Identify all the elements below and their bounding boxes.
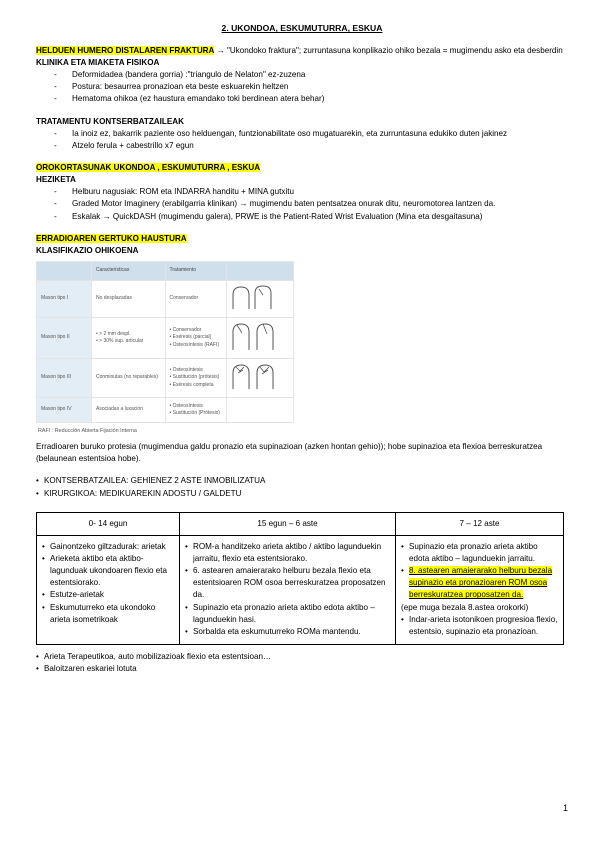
mason-type: Mason tipo IV [37, 398, 92, 423]
table-row [37, 318, 294, 359]
table-header: Características [92, 262, 166, 281]
table-row [37, 281, 294, 318]
fracture-illustration [227, 281, 294, 318]
list-item: - Graded Motor Imaginery (erabilgarria klinikan) → mugimendu baten pentsatzea onurak ditu, neuromotorea lantzen da. [54, 198, 568, 210]
table-header [227, 262, 294, 281]
phase-cell-0-14 [37, 535, 180, 644]
subheading-tratamentu: TRATAMENTU KONTSERBATZAILEAK [36, 116, 184, 126]
page-number: 1 [562, 803, 568, 813]
table-header: 7 – 12 aste [396, 512, 564, 535]
heziketa-list [36, 186, 568, 222]
mason-type: Mason tipo III [37, 359, 92, 398]
phase-cell-7-12w [396, 535, 564, 644]
mason-treatment: • Osteosíntesis • Sustitución (prótesis) • Exéresis completa [165, 359, 227, 398]
table-header: 0- 14 egun [37, 512, 180, 535]
list-item: • ROM-a handitzeko arieta aktibo / aktibo lagunduekin jarraitu, flexio eta estentsiorako. [185, 541, 390, 565]
list-item: • KONTSERBATZAILEA: GEHIENEZ 2 ASTE INMOBILIZATUA [36, 475, 568, 487]
page-title: 2. UKONDOA, ESKUMUTURRA, ESKUA [221, 23, 383, 33]
table-header: 15 egun – 6 aste [180, 512, 396, 535]
treatment-bullets [36, 475, 568, 499]
subheading-heziketa: HEZIKETA [36, 175, 76, 185]
fracture-illustration-empty [227, 398, 294, 423]
list-item: • Indar-arieta isotonikoen progresioa flexio, estentsio, supinazio eta pronazioan. [401, 614, 558, 638]
klinika-list [36, 69, 568, 105]
section-humero-heading: HELDUEN HUMERO DISTALAREN FRAKTURA [36, 45, 215, 55]
bone-fracture-icon [229, 361, 287, 391]
list-item: - Ia inoiz ez, bakarrik paziente oso helduengan, funtzionabilitate oso mugatuarekin, eta zurruntasuna edukiko duten jakinez [54, 128, 568, 140]
mason-treatment: Conservador [165, 281, 227, 318]
document-page [36, 22, 568, 675]
list-item: - Atzelo ferula + cabestrillo x7 egun [54, 140, 568, 152]
table-header: Tratamiento [165, 262, 227, 281]
tratamentu-list [36, 128, 568, 152]
fracture-illustration [227, 318, 294, 359]
subheading-klasifikazio: KLASIFIKAZIO OHIKOENA [36, 245, 139, 255]
list-item: • 6. astearen amaierarako helburu bezala flexio eta estentsioaren ROM osoa berreskuratzea proposatzen da. [185, 565, 390, 601]
table-caption: RAFI : Reducción Abierta Fijación Interna [38, 428, 137, 434]
list-item: • Baloitzaren eskariei lotuta [36, 663, 568, 675]
mason-features: No desplazadas [92, 281, 166, 318]
mason-classification-table [36, 261, 294, 423]
table-header [37, 262, 92, 281]
mason-treatment: • Osteosíntesis • Sustitución (Prótesis) [165, 398, 227, 423]
phase-cell-15d-6w [180, 535, 396, 644]
table-row [37, 535, 564, 644]
list-item: • Arieketa aktibo eta aktibo-lagunduak ukondoaren flexio eta estentsiorako. [42, 553, 174, 589]
list-item: - Eskalak → QuickDASH (mugimendu galera), PRWE is the Patient-Rated Wrist Evaluation (Mina eta desgaitasuna) [54, 211, 568, 223]
list-item: • Supinazio eta pronazio arieta aktibo edota aktibo – lagunduekin hasi. [185, 602, 390, 626]
section-erradioa-heading: ERRADIOAREN GERTUKO HAUSTURA [36, 233, 187, 243]
section-orokortasunak-heading: OROKORTASUNAK UKONDOA , ESKUMUTURRA , ESKUA [36, 163, 261, 173]
mason-features: Asociadas a luxación [92, 398, 166, 423]
mason-features: Conminutas (no reparables) [92, 359, 166, 398]
list-item: - Deformidadea (bandera gorria) :"triangulo de Nelaton" ez-zuzena [54, 69, 568, 81]
mason-type: Mason tipo II [37, 318, 92, 359]
list-item: • Arieta Terapeutikoa, auto mobilizazioak flexio eta estentsioan… [36, 651, 568, 663]
list-item: • Sorbalda eta eskumuturreko ROMa mantendu. [185, 626, 390, 638]
fracture-illustration [227, 359, 294, 398]
bone-fracture-icon [229, 283, 287, 311]
list-item: - Helburu nagusiak: ROM eta INDARRA handitu + MINA gutxitu [54, 186, 568, 198]
highlighted-goal: 8. astearen amaierarako helburu bezala supinazio eta pronazioaren ROM osoa berreskuratzea proposatzen da. [409, 566, 553, 600]
table-row [37, 398, 294, 423]
list-item: - Hematoma ohikoa (ez haustura emandako toki berdinean atera behar) [54, 93, 568, 105]
subheading-klinika: KLINIKA ETA MIAKETA FISIKOA [36, 58, 160, 68]
list-item: • Estutze-arietak [42, 589, 174, 601]
bone-fracture-icon [229, 320, 287, 352]
list-item: • KIRURGIKOA: MEDIKUAREKIN ADOSTU / GALDETU [36, 488, 568, 500]
list-item: - Postura: besaurrea pronazioan eta beste eskuarekin heltzen [54, 81, 568, 93]
mason-treatment: • Conservador • Exéresis (parcial) • Osteosíntesis (RAFI) [165, 318, 227, 359]
section-humero-heading-line [36, 45, 568, 57]
protesia-paragraph: Erradioaren buruko protesia (mugimendua galdu pronazio eta supinazioan (azken hontan gehio)); hobe supinazioa eta flexioa berreskuratzea (belaunean estentsioa hobe). [36, 442, 543, 464]
list-item: • Gainontzeko giltzadurak: arietak [42, 541, 174, 553]
list-item: • Supinazio eta pronazio arieta aktibo edota aktibo – lagunduekin jarraitu. [401, 541, 558, 565]
phase-note: (epe muga bezala 8.astea orokorki) [401, 602, 529, 612]
list-item: • Eskumuturreko eta ukondoko arieta isometrikoak [42, 602, 174, 626]
table-row [37, 359, 294, 398]
mason-type: Mason tipo I [37, 281, 92, 318]
mason-features: • > 2 mm despl. • > 30% sup. articular [92, 318, 166, 359]
list-item [401, 565, 558, 601]
final-bullets [36, 651, 568, 675]
rehab-phases-table [36, 512, 564, 645]
section-humero-heading-rest: → "Ukondoko fraktura"; zurruntasuna konplikazio ohiko bezala = mugimendu asko eta desberdin [214, 45, 563, 55]
